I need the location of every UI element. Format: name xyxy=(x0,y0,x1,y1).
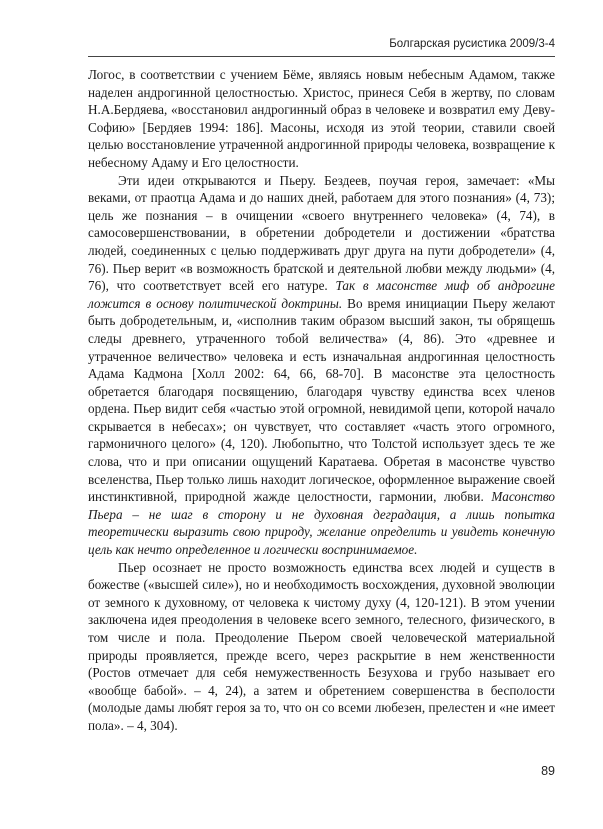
italic-text-run: Масонство Пьера – не шаг в сторону и не духовная деградация, а лишь попытка теоретически выразить свою природу, желание определить и увидеть конечную цель как нечто определенное и логически воспринимаемое. xyxy=(88,489,555,558)
italic-text-run: Так в масонстве миф об андрогине ложится в основу политической доктрины. xyxy=(88,278,555,311)
paragraph-2 xyxy=(88,172,555,559)
header-rule xyxy=(88,56,555,57)
paragraph-3 xyxy=(88,559,555,735)
text-run: Эти идеи открываются и Пьеру. Бездеев, поучая героя, замечает: «Мы веками, от праотца Адама и до наших дней, работаем для этого познания» (4, 73); цель же познания – в очищении «своего внутреннего человека» (4, 74), в самосовершенствовании, в обретении добродетели и достижении «братства людей, соединенных с целью поддерживать друг друга на пути добродетели» (4, 76). Пьер верит «в возможность братской и деятельной любви между людьми» (4, 76), что соответствует всей его натуре. xyxy=(88,172,555,294)
text-run: Пьер осознает не просто возможность единства всех людей и существ в божестве («высшей силе»), но и необходимость восхождения, духовной эволюции от земного к духовному, от человека к чистому духу (4, 120-121). В этом учении заключена идея преодоления в человеке всего земного, телесного, физического, в том числе и пола. Преодоление Пьером своей человеческой материальной природы проявляется, прежде всего, через раскрытие в нем женственности (Ростов отмечает для себя немужественность Безухова и грубо называет его «вообще бабой». – 4, 24), а затем и обретением совершенства в бесполости (молодые дамы любят героя за то, что он со всеми любезен, прелестен и «не имеет пола». – 4, 304). xyxy=(88,559,555,733)
running-header: Болгарская русистика 2009/3-4 xyxy=(389,38,555,50)
text-run: Во время инициации Пьеру желают быть добродетельным, и, «исполнив таким образом высший закон, ты обрящешь следы древнего, утраченного тобой величества» (4, 86). Это «древнее и утраченное величество» человека и есть изначальная андрогинная целостность Адама Кадмона [Холл 2002: 64, 66, 68-70]. В масонстве эта целостность обретается благодаря посвящению, благодаря чувству единства всех членов ордена. Пьер видит себя «частью этой огромной, невидимой цепи, которой начало скрывается в небесах»; он чувствует, что составляет «часть этого огромного, гармоничного целого» (4, 120). Любопытно, что Толстой использует здесь те же слова, что и при описании ощущений Каратаева. Обретая в масонстве чувство вселенства, Пьер только лишь находит логическое, оформленное выражение своей инстинктивной, природной жажде целостности, гармонии, любви. xyxy=(88,295,555,505)
body-text xyxy=(88,66,555,735)
text-run: Логос, в соответствии с учением Бёме, являясь новым небесным Адамом, также наделен андрогинной целостностью. Христос, принеся Себя в жертву, по словам Н.А.Бердяева, «восстановил андрогинный образ в человеке и возвратил ему Деву-Софию» [Бердяев 1994: 186]. Масоны, исходя из этой теории, ставили своей целью восстановление утраченной андрогинной природы человека, возвращение к небесному Адаму и Его целостности. xyxy=(88,67,555,170)
page-number: 89 xyxy=(541,764,555,778)
paragraph-1 xyxy=(88,66,555,172)
